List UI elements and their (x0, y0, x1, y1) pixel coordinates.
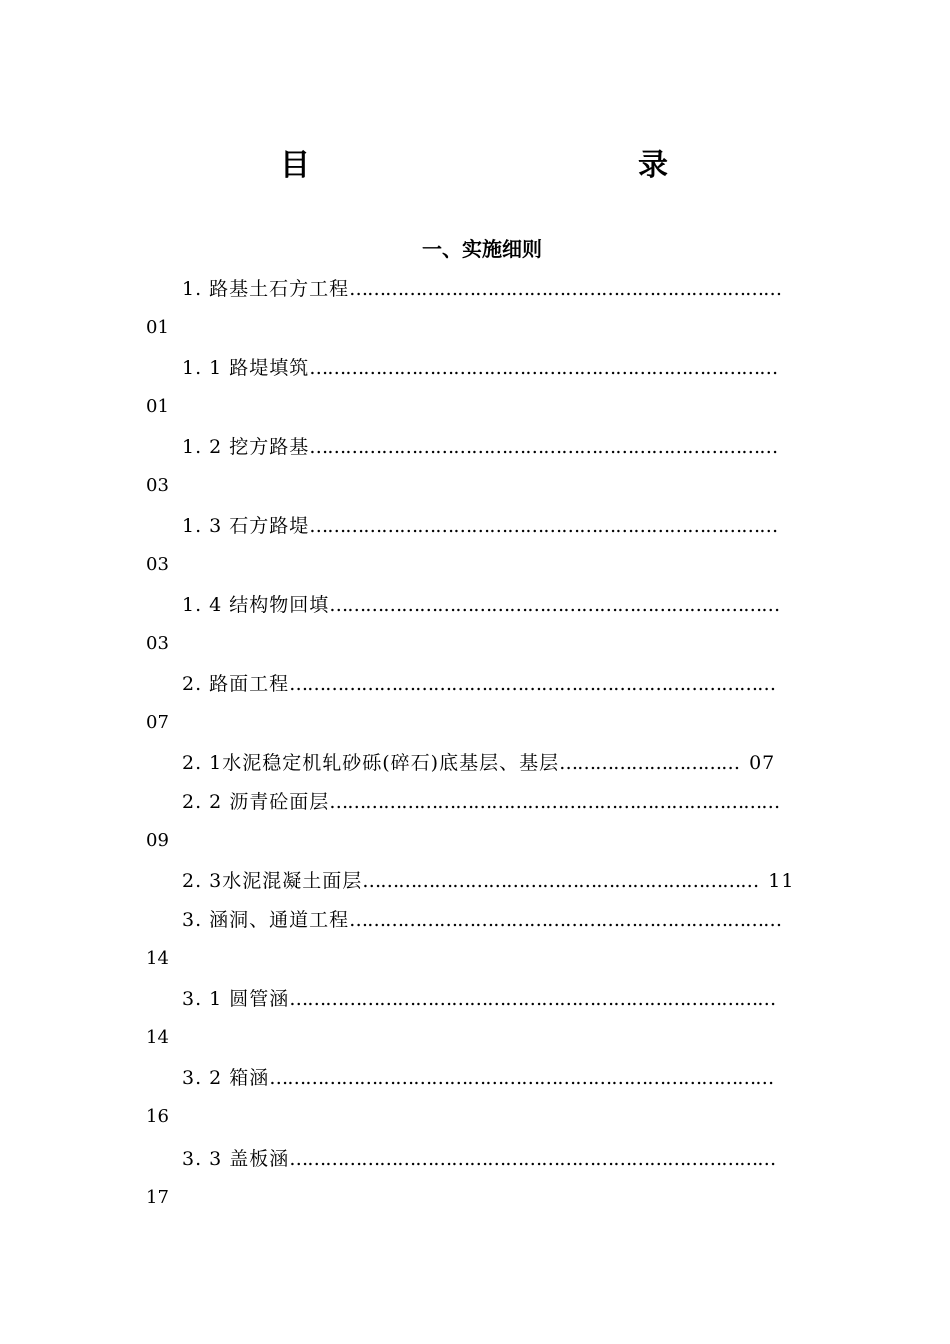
toc-leader-dots: ……………………………………………………………………… (289, 673, 776, 695)
toc-page-number: 01 (146, 317, 169, 338)
toc-entry[interactable] (182, 1144, 775, 1174)
toc-leader-dots: ……………………………………………………………………… (289, 988, 776, 1010)
toc-page-number: 03 (146, 475, 169, 496)
toc-entry-label: 3. 2 箱涵 (182, 1067, 270, 1089)
toc-leader-dots: …………………………………………………………………… (309, 436, 778, 458)
toc-entry-label: 1. 4 结构物回填 (182, 594, 330, 616)
toc-entry-label: 2. 2 沥青砼面层 (182, 791, 330, 813)
title-char-right: 录 (638, 148, 668, 183)
toc-entry-label: 2. 1水泥稳定机轧砂砾(碎石)底基层、基层 (182, 752, 560, 774)
toc-page-number: 07 (146, 712, 169, 733)
toc-page-number: 17 (146, 1187, 169, 1208)
toc-page-number: 01 (146, 396, 169, 417)
toc-leader-dots: ……………………………………………………………………… (289, 1148, 776, 1170)
toc-leader-dots: …………………………………………………………………… (309, 357, 778, 379)
toc-leader-dots: …………………………………………………………………… (309, 515, 778, 537)
toc-leader-dots: ………………………… (559, 752, 740, 774)
toc-leader-dots: ………………………………………………………………… (329, 594, 780, 616)
toc-entry[interactable] (182, 511, 777, 541)
toc-entry[interactable] (182, 669, 775, 699)
toc-leader-dots: ………………………………………………………… (362, 870, 759, 892)
toc-entry-label: 1. 1 路堤填筑 (182, 357, 310, 379)
title-char-left: 目 (280, 148, 310, 183)
toc-entry[interactable] (182, 905, 781, 935)
toc-page-number: 07 (749, 752, 776, 774)
toc-entry[interactable] (182, 748, 775, 778)
toc-entry[interactable] (182, 590, 779, 620)
toc-page-number: 16 (146, 1106, 169, 1127)
toc-entry[interactable] (182, 432, 777, 462)
toc-leader-dots: ……………………………………………………………… (349, 909, 782, 931)
toc-entry[interactable] (182, 866, 794, 896)
toc-entry[interactable] (182, 353, 777, 383)
toc-entry-label: 2. 3水泥混凝土面层 (182, 870, 363, 892)
toc-entry[interactable] (182, 787, 779, 817)
toc-entry[interactable] (182, 984, 775, 1014)
toc-entry[interactable] (182, 274, 781, 304)
toc-leader-dots: ………………………………………………………………………… (269, 1067, 774, 1089)
toc-page-number: 11 (768, 870, 795, 892)
toc-page-number: 03 (146, 633, 169, 654)
toc-page-number: 14 (146, 1027, 169, 1048)
toc-page-number: 03 (146, 554, 169, 575)
toc-page-number: 09 (146, 830, 169, 851)
toc-entry-label: 2. 路面工程 (182, 673, 290, 695)
toc-leader-dots: ……………………………………………………………… (349, 278, 782, 300)
toc-entry[interactable] (182, 1063, 773, 1093)
toc-entry-label: 3. 1 圆管涵 (182, 988, 290, 1010)
toc-entry-label: 3. 3 盖板涵 (182, 1148, 290, 1170)
toc-page-number: 14 (146, 948, 169, 969)
toc-entry-label: 1. 路基土石方工程 (182, 278, 350, 300)
toc-leader-dots: ………………………………………………………………… (329, 791, 780, 813)
toc-entry-label: 1. 3 石方路堤 (182, 515, 310, 537)
toc-entry-label: 3. 涵洞、通道工程 (182, 909, 350, 931)
toc-entry-label: 1. 2 挖方路基 (182, 436, 310, 458)
section-heading: 一、实施细则 (422, 237, 542, 261)
